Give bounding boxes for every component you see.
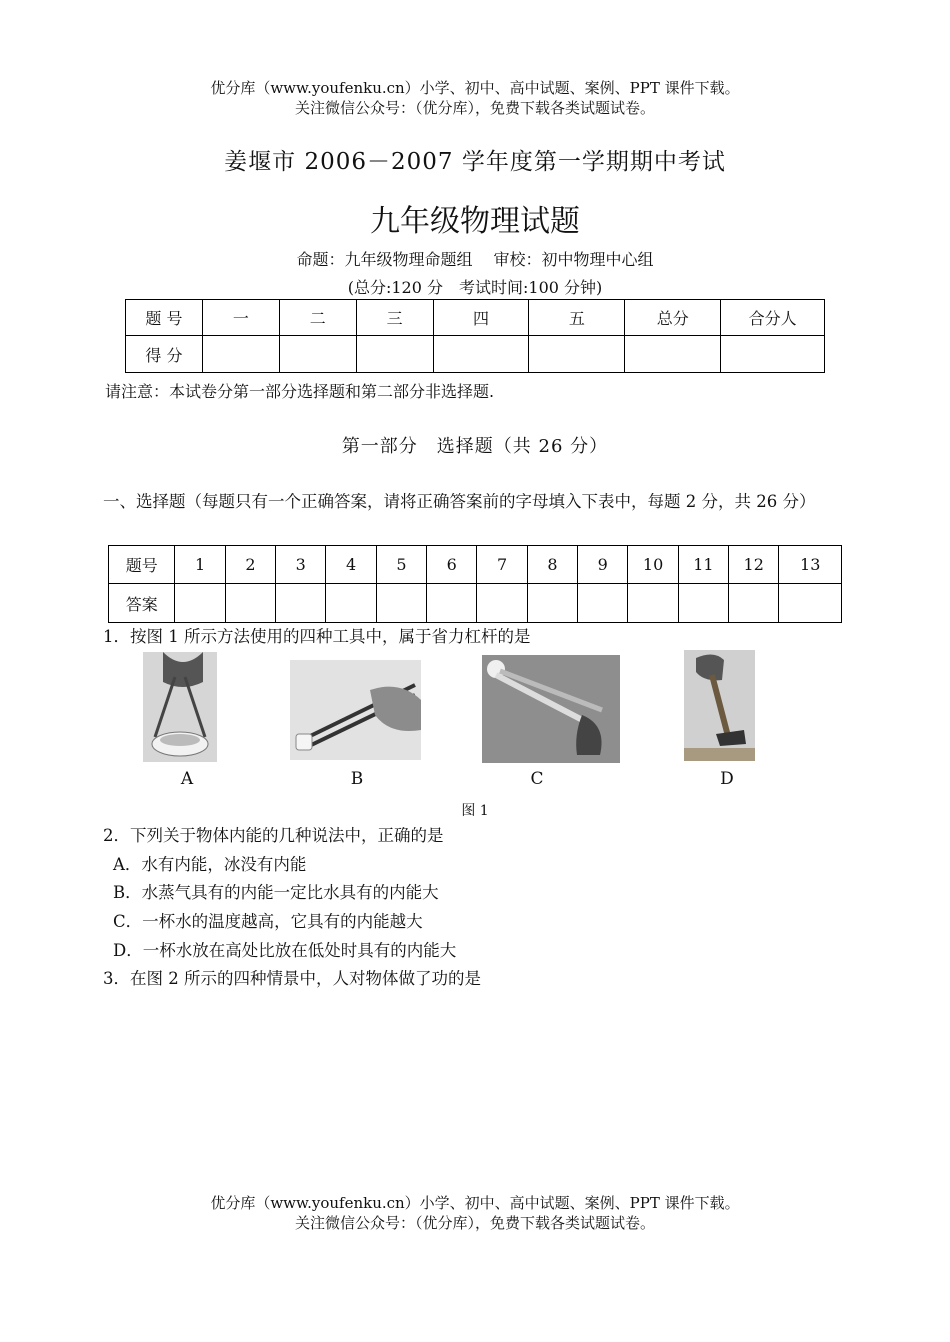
question-number-cell: 9 [578,546,628,584]
answer-input-cell[interactable] [779,584,842,623]
score-cell: 合分人 [721,300,825,336]
question-number-cell: 3 [276,546,326,584]
answer-table-number-row [109,546,842,584]
score-input-cell[interactable] [529,336,625,373]
score-cell: 一 [202,300,279,336]
answer-row-label: 答案 [109,584,175,623]
score-cell: 题 号 [126,300,203,336]
question-number-cell: 4 [326,546,376,584]
notice: 请注意：本试卷分第一部分选择题和第二部分非选择题. [105,382,495,401]
answer-input-cell[interactable] [175,584,225,623]
footer-line1: 优分库（www.youfenku.cn）小学、初中、高中试题、案例、PPT 课件下载。 [210,1194,740,1212]
answer-input-cell[interactable] [326,584,376,623]
figure-1-label-b: B [350,769,364,789]
question-number-cell: 13 [779,546,842,584]
figure-1a-nutcracker-photo [143,652,217,762]
figure-1-label-a: A [180,769,194,789]
score-input-cell[interactable] [625,336,721,373]
answer-input-cell[interactable] [477,584,527,623]
answer-input-cell[interactable] [678,584,728,623]
exam-credit: 命题：九年级物理命题组 审校：初中物理中心组 [296,250,654,269]
question-2-option-a[interactable]: A．水有内能，冰没有内能 [113,855,307,874]
footer-line2: 关注微信公众号：（优分库），免费下载各类试题试卷。 [294,1214,655,1232]
question-number-cell: 1 [175,546,225,584]
question-number-cell: 11 [678,546,728,584]
question-number-cell: 2 [225,546,275,584]
question-number-cell: 10 [628,546,678,584]
figure-1d-hammer-photo [684,650,755,761]
score-cell: 四 [433,300,529,336]
score-table [125,299,825,373]
score-input-cell[interactable] [721,336,825,373]
answer-input-cell[interactable] [276,584,326,623]
scissors-illustration [482,655,620,763]
question-1: 1．按图 1 所示方法使用的四种工具中，属于省力杠杆的是 [103,627,531,646]
score-table-score-row [126,336,825,373]
figure-1c-scissors-photo [482,655,620,763]
score-cell: 总分 [625,300,721,336]
part1-instruction: 一、选择题（每题只有一个正确答案，请将正确答案前的字母填入下表中，每题 2 分，共 26 分） [103,492,816,511]
score-input-cell[interactable] [202,336,279,373]
chopsticks-illustration [290,660,421,760]
answer-table-answer-row [109,584,842,623]
answer-row-label: 题号 [109,546,175,584]
exam-title: 九年级物理试题 [370,204,580,239]
score-input-cell[interactable] [433,336,529,373]
question-number-cell: 7 [477,546,527,584]
exam-total: (总分:120 分 考试时间:100 分钟) [347,278,603,297]
answer-input-cell[interactable] [729,584,779,623]
question-number-cell: 12 [729,546,779,584]
score-cell: 三 [356,300,433,336]
answer-input-cell[interactable] [527,584,577,623]
header-line1: 优分库（www.youfenku.cn）小学、初中、高中试题、案例、PPT 课件下载。 [210,79,740,97]
school-title: 姜堰市 2006－2007 学年度第一学期期中考试 [224,149,726,175]
score-table-header-row [126,300,825,336]
question-number-cell: 8 [527,546,577,584]
answer-input-cell[interactable] [427,584,477,623]
answer-input-cell[interactable] [578,584,628,623]
answer-input-cell[interactable] [225,584,275,623]
nutcracker-illustration [143,652,217,762]
question-2: 2．下列关于物体内能的几种说法中，正确的是 [103,826,444,845]
question-number-cell: 5 [376,546,426,584]
figure-1-label-c: C [530,769,544,789]
score-input-cell[interactable] [356,336,433,373]
figure-1-caption: 图 1 [461,803,489,819]
question-3: 3．在图 2 所示的四种情景中，人对物体做了功的是 [103,969,481,988]
question-2-option-d[interactable]: D．一杯水放在高处比放在低处时具有的内能大 [113,941,457,960]
answer-table [108,545,842,623]
score-cell: 五 [529,300,625,336]
question-2-option-b[interactable]: B．水蒸气具有的内能一定比水具有的内能大 [113,883,439,902]
answer-input-cell[interactable] [628,584,678,623]
score-input-cell[interactable] [279,336,356,373]
figure-1-label-d: D [720,769,734,789]
figure-1b-chopsticks-photo [290,660,421,760]
part1-title: 第一部分 选择题（共 26 分） [341,436,609,457]
question-2-option-c[interactable]: C．一杯水的温度越高，它具有的内能越大 [113,912,423,931]
score-row-label: 得 分 [126,336,203,373]
header-line2: 关注微信公众号：（优分库），免费下载各类试题试卷。 [294,99,655,117]
hammer-illustration [684,650,755,761]
score-cell: 二 [279,300,356,336]
question-number-cell: 6 [427,546,477,584]
answer-input-cell[interactable] [376,584,426,623]
